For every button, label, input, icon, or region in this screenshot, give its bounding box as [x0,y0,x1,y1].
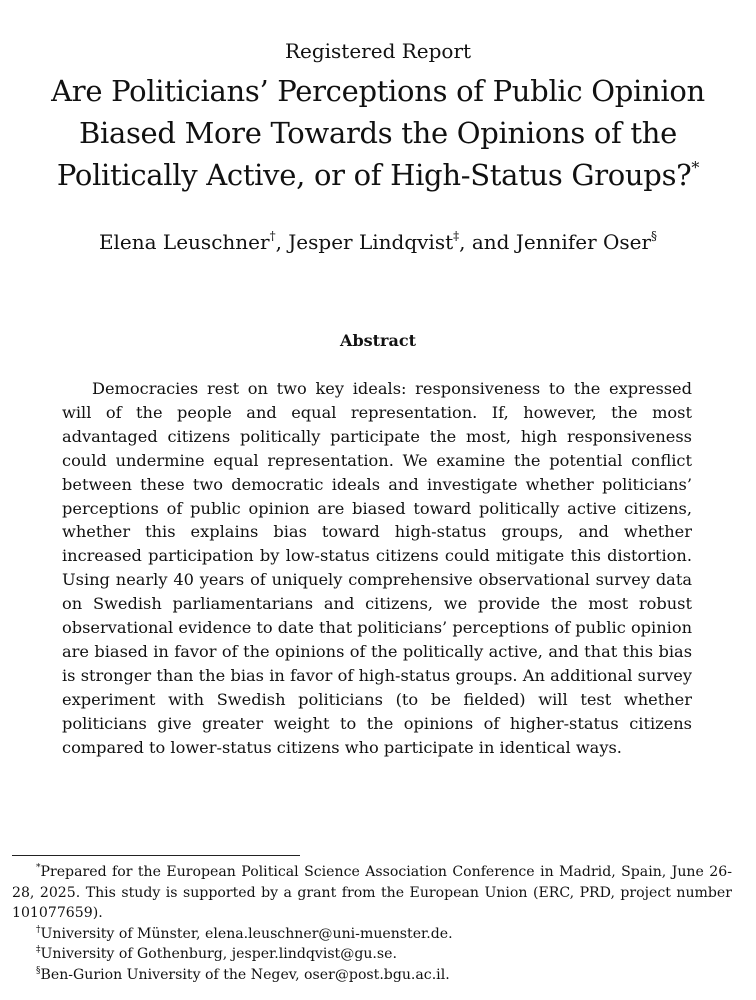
footnote-mark: ‡ [36,945,41,955]
footnote-item [12,965,732,986]
abstract-text: Democracies rest on two key ideals: responsiveness to the expressed will of the people and equal representation. If, however, the most advantaged citizens politically participate the most, high responsiveness could undermine equal representation. We examine the potential conflict between these two democratic ideals and investigate whether politicians’ perceptions of public opinion are biased toward politically active citizens, whether this explains bias toward high-status groups, and whether increased participation by low-status citizens could mitigate this distortion. Using nearly 40 years of uniquely comprehensive observational survey data on Swedish parliamentarians and citizens, we provide the most robust observational evidence to date that politicians’ perceptions of public opinion are biased in favor of the opinions of the politically active, and that this bias is stronger than the bias in favor of high-status groups. An additional survey experiment with Swedish politicians (to be fielded) will test whether politicians give greater weight to the opinions of higher-status citizens compared to lower-status citizens who participate in identical ways. [62,379,693,757]
footnote-text: University of Münster, elena.leuschner@uni-muenster.de. [40,925,453,942]
footnote-text: University of Gothenburg, jesper.lindqvist@gu.se. [40,946,397,962]
author-affiliation-mark: ‡ [453,229,460,243]
author-affiliation-mark: § [651,229,658,243]
author-separator: , [275,230,289,254]
footnote-divider [12,855,300,856]
footnote-item [12,924,732,945]
author-name: Jennifer Oser [515,230,652,254]
footnote-text: Ben-Gurion University of the Negev, oser@post.bgu.ac.il. [40,966,450,983]
title-footnote-mark: * [691,158,700,177]
footnote-item [12,862,732,924]
report-type-label: Registered Report [284,39,472,63]
footnote-text: Prepared for the European Political Science Association Conference in Madrid, Spain, June 26-28, 2025. This study is supported by a grant from the European Union (ERC, PRD, project number 101077659). [12,864,732,921]
author-name: Jesper Lindqvist [288,230,454,254]
footnote-mark: † [36,924,41,935]
author-affiliation-mark: † [269,229,276,243]
footnote-mark: § [36,965,41,976]
abstract-heading: Abstract [340,331,416,350]
author-list [0,228,756,256]
footnote-mark: * [36,863,41,873]
paper-title-text: Are Politicians’ Perceptions of Public Opinion Biased More Towards the Opinions of the Politically Active, or of High-Status Groups? [51,74,705,192]
author-name: Elena Leuschner [98,230,270,254]
footnote-item [12,944,732,965]
paper-title [30,70,726,196]
author-separator: , and [459,230,516,254]
footnotes [12,862,732,985]
